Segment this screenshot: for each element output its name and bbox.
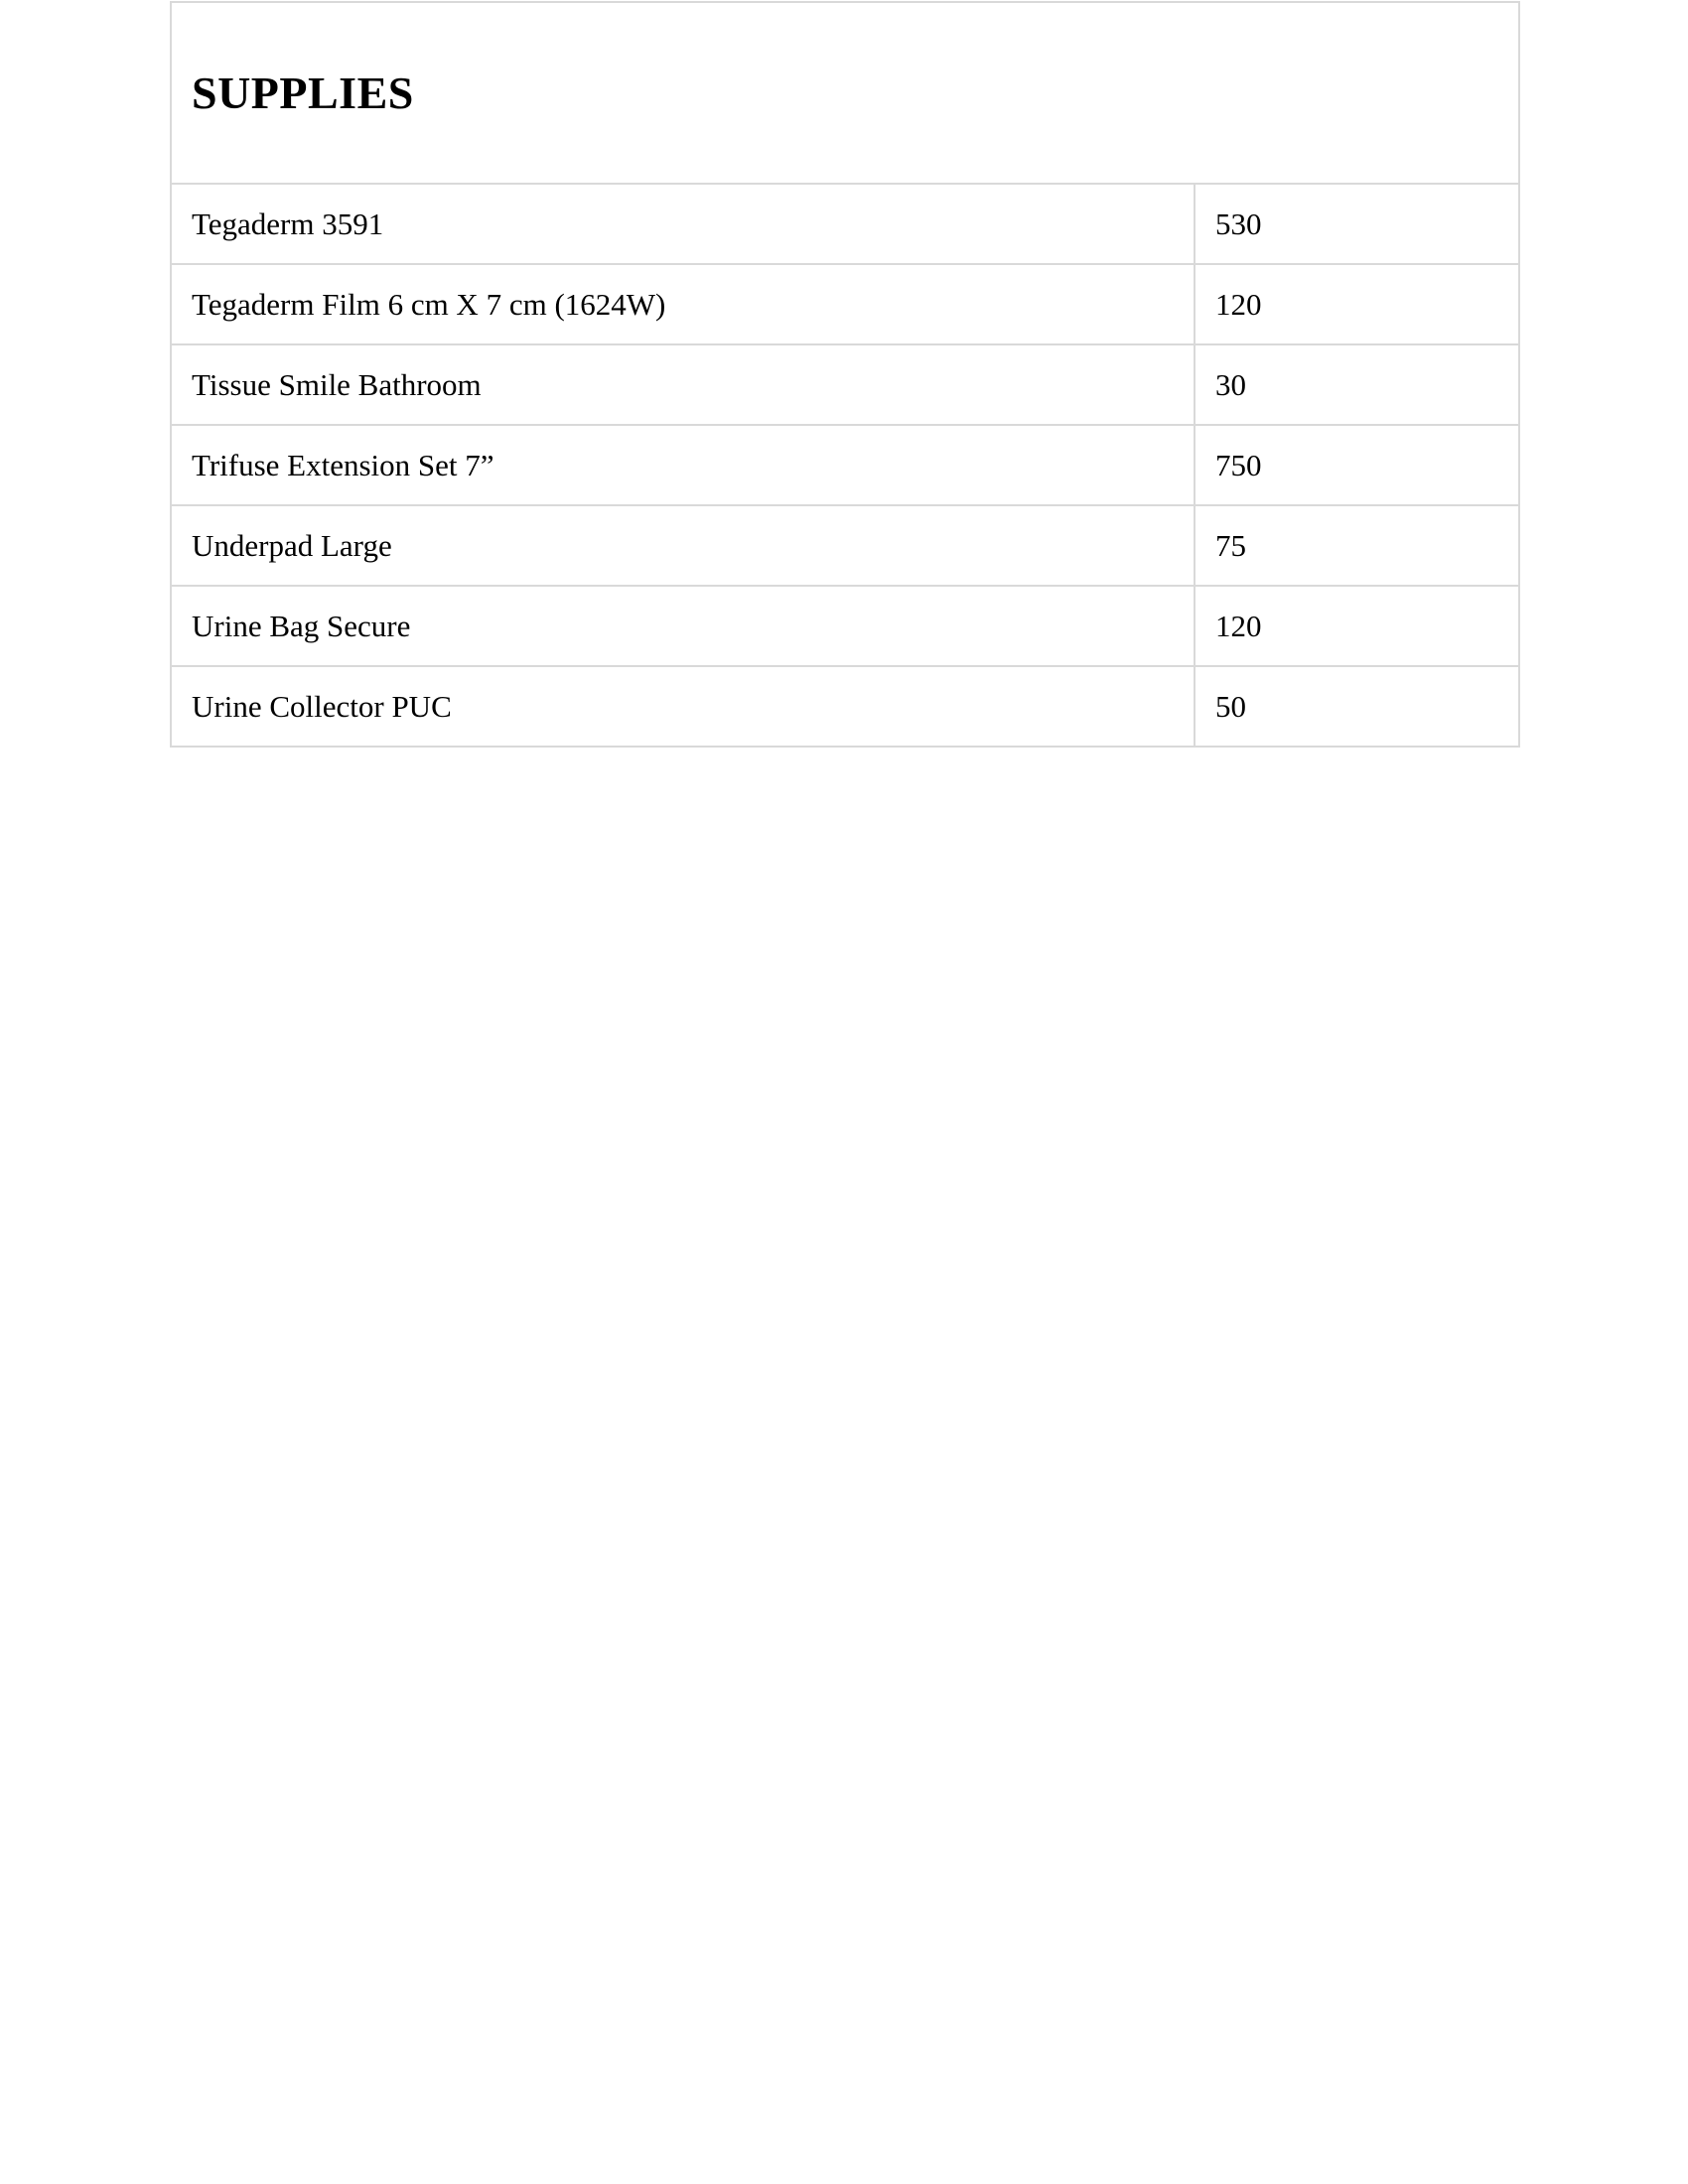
item-name: Trifuse Extension Set 7” — [171, 425, 1195, 505]
page-title: SUPPLIES — [192, 67, 414, 118]
item-name: Tegaderm Film 6 cm X 7 cm (1624W) — [171, 264, 1195, 344]
table-row — [171, 425, 1519, 505]
item-name: Tissue Smile Bathroom — [171, 344, 1195, 425]
item-quantity: 50 — [1195, 666, 1519, 747]
table-row — [171, 505, 1519, 586]
table-row — [171, 264, 1519, 344]
item-quantity: 530 — [1195, 184, 1519, 264]
item-quantity: 120 — [1195, 264, 1519, 344]
table-header-row — [171, 2, 1519, 184]
table-header-cell — [171, 2, 1519, 184]
item-quantity: 120 — [1195, 586, 1519, 666]
table-row — [171, 666, 1519, 747]
item-quantity: 30 — [1195, 344, 1519, 425]
table-row — [171, 586, 1519, 666]
item-name: Urine Bag Secure — [171, 586, 1195, 666]
item-quantity: 75 — [1195, 505, 1519, 586]
item-quantity: 750 — [1195, 425, 1519, 505]
item-name: Underpad Large — [171, 505, 1195, 586]
item-name: Urine Collector PUC — [171, 666, 1195, 747]
supplies-table — [170, 1, 1520, 748]
item-name: Tegaderm 3591 — [171, 184, 1195, 264]
table-row — [171, 184, 1519, 264]
table-row — [171, 344, 1519, 425]
